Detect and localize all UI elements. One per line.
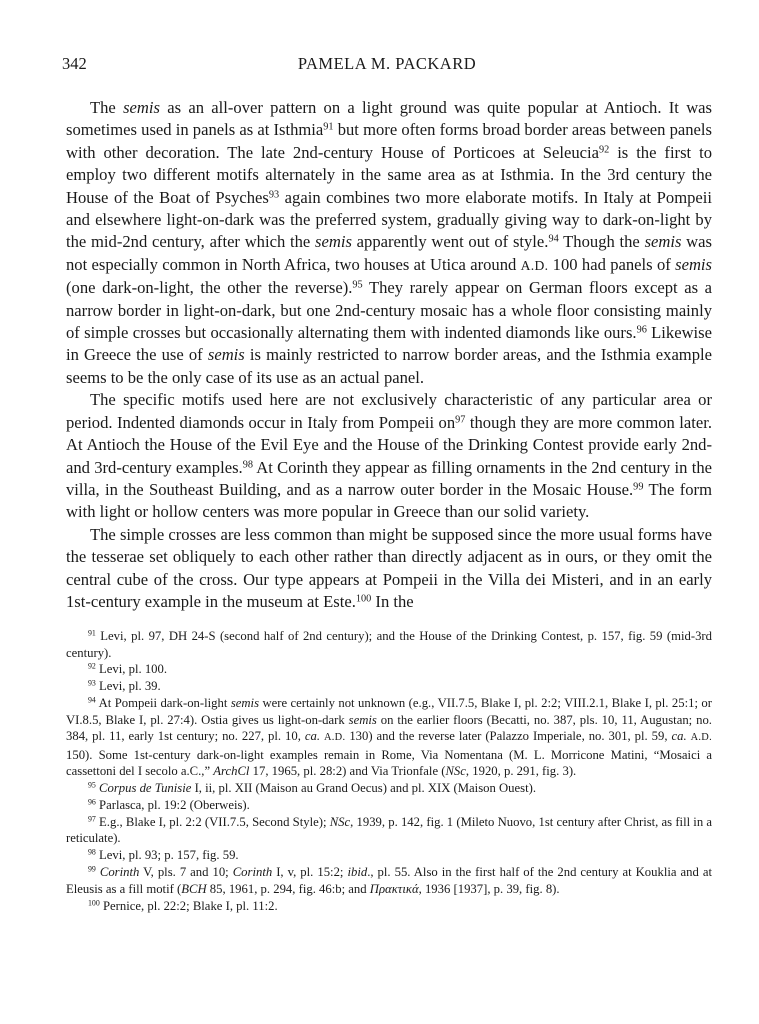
italic-text: semis	[315, 232, 352, 252]
text-run: ., pl. 55. Also in the first half of the 2nd century at Kouklia and at Eleusis as a fill motif (	[66, 865, 712, 896]
text-run: The specific motifs used here are not exclusively characteristic of any particular area or period. Indented diamonds occur in Italy from Pompeii on	[66, 390, 712, 432]
text-run: V, pls. 7 and 10;	[139, 865, 233, 880]
footnote-ref: 94	[88, 695, 96, 705]
footnote-95	[66, 780, 712, 797]
text-run: (one dark-on-light, the other the reverse).	[66, 278, 353, 298]
footnote-ref: 100	[355, 593, 372, 605]
text-run: 100 had panels of	[548, 254, 676, 274]
body-text	[66, 97, 712, 613]
italic-text: BCH	[181, 881, 207, 896]
text-run: apparently went out of style.	[351, 232, 549, 252]
text-run: 130) and the reverse later (Palazzo Imperiale, no. 301, pl. 59,	[345, 729, 672, 744]
text-run: The simple crosses are less common than might be supposed since the more usual forms have the tesserae set obliquely to each other rather than directly adjacent as in ours, or they omit the central cube of the cross. Our type appears at Pompeii in the Villa dei Misteri, and in an early 1st-century example in the museum at Este.	[66, 524, 712, 611]
footnote-ref: 99	[88, 864, 96, 874]
footnote-ref: 97	[88, 814, 96, 824]
footnote-96	[66, 797, 712, 814]
footnote-91	[66, 628, 712, 661]
italic-text: semis	[348, 712, 377, 727]
footnote-97	[66, 814, 712, 847]
footnote-ref: 96	[636, 324, 647, 336]
text-run: 17, 1965, pl. 28:2) and Via Trionfale (	[249, 764, 446, 779]
running-head: PAMELA M. PACKARD	[297, 54, 477, 73]
italic-text: Corpus de Tunisie	[99, 781, 192, 796]
footnote-92	[66, 661, 712, 678]
footnote-ref: 92	[88, 662, 96, 672]
text-run: was not especially common in North Africa, two houses at Utica around	[66, 232, 712, 274]
italic-text: Corinth	[232, 865, 273, 880]
footnote-ref: 95	[88, 780, 96, 790]
italic-text: semis	[123, 98, 160, 117]
footnote-ref: 98	[88, 847, 96, 857]
footnote-ref: 91	[323, 121, 334, 133]
footnote-ref: 95	[352, 279, 363, 291]
text-run: I, v, pl. 15:2;	[272, 865, 348, 880]
text-run: Levi, pl. 93; p. 157, fig. 59.	[95, 848, 239, 863]
text-run: is mainly restricted to narrow border areas, and the Isthmia example seems to be the only case of its use as an actual panel.	[66, 345, 712, 387]
small-caps-text: A.D.	[520, 257, 549, 273]
italic-text: ArchCl	[213, 764, 250, 779]
italic-text: Πρακτικά	[369, 881, 419, 896]
footnote-ref: 93	[268, 188, 280, 200]
text-run: At Pompeii dark-on-light	[95, 696, 231, 711]
text-run: though they are more common later. At Antioch the House of the Evil Eye and the House of the Drinking Contest provide early 2nd- and 3rd-century examples.	[66, 412, 713, 477]
italic-text: semis	[230, 696, 260, 711]
footnote-ref: 98	[242, 458, 253, 470]
text-run: Levi, pl. 97, DH 24-S (second half of 2nd century); and the House of the Drinking Contest, p. 157, fig. 59 (mid-3rd century).	[66, 629, 712, 660]
paragraph-1	[66, 97, 712, 389]
small-caps-text: A.D.	[690, 732, 713, 744]
footnote-ref: 94	[548, 233, 559, 245]
footnotes	[66, 628, 712, 914]
text-run: The	[90, 98, 124, 117]
text-run: were certainly not unknown (e.g., VII.7.5, Blake I, pl. 2:2; VIII.2.1, Blake I, pl. 25:1; or VI.8.5, Blake I, pl. 27:4). Ostia gives us light-on-dark	[66, 696, 712, 727]
text-run: 85, 1961, p. 294, fig. 46:b; and	[206, 881, 370, 896]
small-caps-text: A.D.	[323, 732, 346, 744]
text-run: E.g., Blake I, pl. 2:2 (VII.7.5, Second Style);	[95, 814, 330, 829]
footnote-94	[66, 695, 712, 780]
italic-text: NSc	[329, 814, 351, 829]
footnote-ref: 92	[598, 144, 610, 156]
text-run: The form with light or hollow centers was more popular in Greece than our solid variety.	[66, 479, 712, 522]
text-run: , 1939, p. 142, fig. 1 (Mileto Nuovo, 1st century after Christ, as fill in a reticulate).	[66, 814, 713, 846]
footnote-98	[66, 847, 712, 864]
text-run: on the earlier floors (Becatti, no. 387, pls. 10, 11, Augustan; no. 384, pl. 11, early 1st century; no. 227, pl. 10,	[66, 712, 712, 744]
text-run: Pernice, pl. 22:2; Blake I, pl. 11:2.	[99, 898, 278, 913]
text-run: At Corinth they appear as filling ornaments in the 2nd century in the villa, in the Southeast Building, and as a narrow outer border in the Mosaic House.	[66, 457, 712, 499]
footnote-ref: 100	[88, 898, 100, 908]
italic-text: ca.	[304, 729, 320, 744]
footnote-100	[66, 898, 712, 915]
italic-text: semis	[675, 254, 712, 274]
page-header	[62, 54, 712, 80]
footnote-ref: 91	[88, 628, 96, 638]
text-run: as an all-over pattern on a light ground was quite popular at Antioch. It was sometimes used in panels as at Isthmia	[66, 98, 713, 140]
footnote-ref: 99	[633, 481, 644, 493]
footnote-99	[66, 864, 712, 897]
text-run: I, ii, pl. XII (Maison au Grand Oecus) and pl. XIX (Maison Ouest).	[191, 781, 536, 796]
text-run: 150). Some 1st-century dark-on-light examples remain in Rome, Via Nomentana (M. L. Morricone Matini, “Mosaici a cassettoni del I secolo a.C.,”	[66, 747, 712, 779]
italic-text: Corinth	[99, 865, 140, 880]
italic-text: semis	[207, 345, 245, 365]
paragraph-3	[66, 524, 712, 614]
footnote-ref: 96	[88, 797, 96, 807]
footnote-ref: 93	[88, 678, 96, 688]
italic-text: NSc	[445, 764, 466, 779]
italic-text: semis	[644, 232, 682, 252]
italic-text: ibid	[347, 865, 368, 880]
text-run: again combines two more elaborate motifs. In Italy at Pompeii and elsewhere light-on-dark was the preferred system, gradually giving way to dark-on-light by the mid-2nd century, after which the	[66, 187, 712, 252]
text-run: Though the	[558, 232, 645, 252]
text-run: Likewise in Greece the use of	[66, 323, 712, 365]
italic-text: ca.	[671, 729, 687, 744]
text-run: Levi, pl. 100.	[95, 662, 168, 677]
footnote-93	[66, 678, 712, 695]
footnote-ref: 97	[455, 414, 466, 426]
text-run: but more often forms broad border areas between panels with other decoration. The late 2nd-century House of Porticoes at Seleucia	[66, 120, 712, 162]
text-run: , 1920, p. 291, fig. 3).	[465, 764, 577, 779]
text-run: They rarely appear on German floors except as a narrow border in light-on-dark, but one 2nd-century mosaic has a whole floor consisting mainly of simple crosses but occasionally alternating them with indented diamonds like ours.	[66, 278, 712, 343]
text-run: In the	[371, 591, 414, 611]
text-run: Levi, pl. 39.	[95, 679, 161, 694]
paragraph-2	[66, 389, 712, 523]
text-run: , 1936 [1937], p. 39, fig. 8).	[418, 881, 560, 896]
page-number: 342	[62, 54, 87, 73]
text-run: is the first to employ two different motifs alternately in the same area as at Isthmia. In the 3rd century the House of the Boat of Psyches	[66, 142, 712, 207]
text-run: Parlasca, pl. 19:2 (Oberweis).	[95, 797, 250, 812]
